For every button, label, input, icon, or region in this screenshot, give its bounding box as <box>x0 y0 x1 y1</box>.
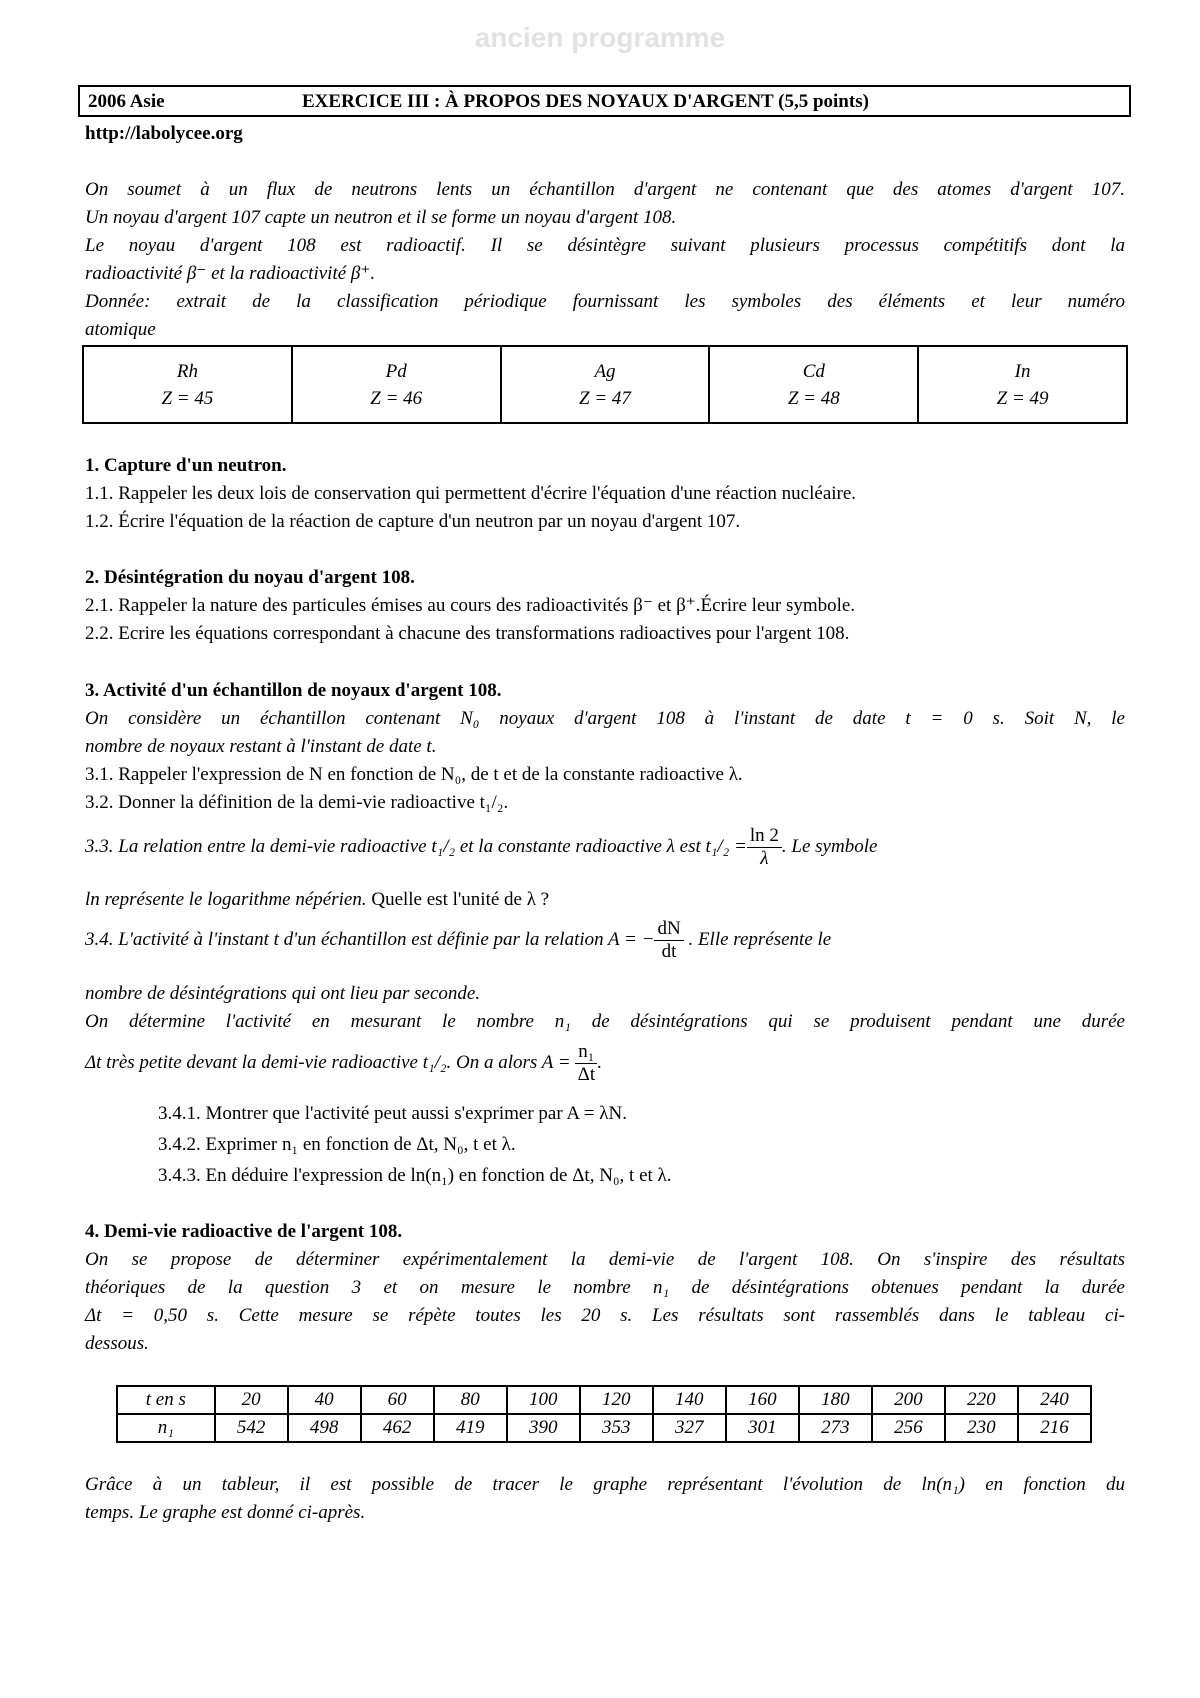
section-4-title: 4. Demi-vie radioactive de l'argent 108. <box>85 1221 403 1242</box>
exercise-title: EXERCICE III : À PROPOS DES NOYAUX D'ARGENT (5,5 points) <box>302 91 869 112</box>
intro-line: On soumet à un flux de neutrons lents un échantillon d'argent ne contenant que des atomes d'argent 107. <box>85 179 1125 200</box>
exam-year: 2006 Asie <box>88 91 165 112</box>
question: 2.1. Rappeler la nature des particules émises au cours des radioactivités β⁻ et β⁺.Écrire leur symbole. <box>85 595 856 616</box>
table-header-cell: n₁ <box>117 1414 215 1442</box>
fraction-n1-dt: $\frac{\text{n₁}}{\Delta t}$ <box>575 1041 597 1086</box>
section-text: dessous. <box>85 1333 149 1354</box>
table-cell: 200 <box>872 1386 945 1414</box>
table-cell: 301 <box>726 1414 799 1442</box>
table-cell: 120 <box>580 1386 653 1414</box>
table-cell: 256 <box>872 1414 945 1442</box>
table-cell: 498 <box>288 1414 361 1442</box>
question: 3.2. Donner la définition de la demi-vie radioactive t₁/₂. <box>85 792 509 813</box>
table-cell: 80 <box>434 1386 507 1414</box>
question: 3.1. Rappeler l'expression de N en fonction de N₀, de t et de la constante radioactive λ. <box>85 764 743 785</box>
table-cell: 462 <box>361 1414 434 1442</box>
element-cell: Ag Z = 47 <box>501 346 710 423</box>
table-cell: 60 <box>361 1386 434 1414</box>
intro-line: radioactivité β⁻ et la radioactivité β⁺. <box>85 263 376 284</box>
intro-line: atomique <box>85 319 156 340</box>
intro-line: Le noyau d'argent 108 est radioactif. Il se désintègre suivant plusieurs processus compétitifs dont la <box>85 235 1125 256</box>
table-cell: 419 <box>434 1414 507 1442</box>
sub-question: 3.4.1. Montrer que l'activité peut aussi s'exprimer par A = λN. <box>158 1103 627 1124</box>
watermark: ancien programme <box>474 22 726 53</box>
table-cell: 40 <box>288 1386 361 1414</box>
table-cell: 327 <box>653 1414 726 1442</box>
table-cell: 160 <box>726 1386 799 1414</box>
section-text: temps. Le graphe est donné ci-après. <box>85 1502 366 1523</box>
section-text: théoriques de la question 3 et on mesure le nombre n₁ de désintégrations obtenues pendant la durée <box>85 1277 1125 1298</box>
section-text: On se propose de déterminer expérimentalement la demi-vie de l'argent 108. On s'inspire des résultats <box>85 1249 1125 1270</box>
question: 1.1. Rappeler les deux lois de conservation qui permettent d'écrire l'équation d'une réaction nucléaire. <box>85 483 857 504</box>
section-text: Δt très petite devant la demi-vie radioactive t₁/₂. On a alors A = $\frac{\text{n₁}}{\Delta t}$ . <box>85 1041 603 1086</box>
table-cell: 20 <box>215 1386 288 1414</box>
question: ln représente le logarithme népérien. Quelle est l'unité de λ ? <box>85 889 550 910</box>
question: 3.4. L'activité à l'instant t d'un échantillon est définie par la relation A = − $\frac{dN}{dt}$ . Elle représente le <box>85 918 832 963</box>
sub-question: 3.4.2. Exprimer n₁ en fonction de Δt, N₀, t et λ. <box>158 1134 516 1155</box>
table-cell: 100 <box>507 1386 580 1414</box>
section-2-title: 2. Désintégration du noyau d'argent 108. <box>85 567 415 588</box>
section-text: Grâce à un tableur, il est possible de tracer le graphe représentant l'évolution de ln(n₁) en fonction du <box>85 1474 1125 1495</box>
element-cell: Pd Z = 46 <box>292 346 501 423</box>
intro-line: Donnée: extrait de la classification périodique fournissant les symboles des éléments et leur numéro <box>85 291 1125 312</box>
element-cell: In Z = 49 <box>918 346 1127 423</box>
table-cell: 180 <box>799 1386 872 1414</box>
section-text: nombre de noyaux restant à l'instant de date t. <box>85 736 437 757</box>
table-cell: 390 <box>507 1414 580 1442</box>
table-row <box>117 1414 1091 1442</box>
table-cell: 140 <box>653 1386 726 1414</box>
question: 3.3. La relation entre la demi-vie radioactive t₁/₂ et la constante radioactive λ est t₁/₂ = $\frac{\ln 2}{\lambda}$ . Le symbole <box>85 825 878 870</box>
periodic-table-extract <box>82 345 1128 424</box>
table-cell: 220 <box>945 1386 1018 1414</box>
measurement-table <box>116 1385 1092 1443</box>
section-3-title: 3. Activité d'un échantillon de noyaux d'argent 108. <box>85 680 502 701</box>
intro-line: Un noyau d'argent 107 capte un neutron et il se forme un noyau d'argent 108. <box>85 207 677 228</box>
element-cell: Cd Z = 48 <box>709 346 918 423</box>
section-text: Δt = 0,50 s. Cette mesure se répète toutes les 20 s. Les résultats sont rassemblés dans le tableau ci- <box>85 1305 1125 1326</box>
table-cell: 230 <box>945 1414 1018 1442</box>
table-cell: 353 <box>580 1414 653 1442</box>
table-cell: 216 <box>1018 1414 1091 1442</box>
fraction-ln2-lambda: $\frac{\ln 2}{\lambda}$ <box>747 825 782 870</box>
fraction-dn-dt: $\frac{dN}{dt}$ <box>654 918 683 963</box>
question: 1.2. Écrire l'équation de la réaction de capture d'un neutron par un noyau d'argent 107. <box>85 511 741 532</box>
table-cell: 273 <box>799 1414 872 1442</box>
sub-question: 3.4.3. En déduire l'expression de ln(n₁) en fonction de Δt, N₀, t et λ. <box>158 1165 672 1186</box>
section-text: On détermine l'activité en mesurant le nombre n₁ de désintégrations qui se produisent pendant une durée <box>85 1011 1125 1032</box>
element-cell: Rh Z = 45 <box>83 346 292 423</box>
exercise-header <box>78 85 1131 117</box>
table-cell: 542 <box>215 1414 288 1442</box>
site-url: http://labolycee.org <box>85 123 243 144</box>
section-text: On considère un échantillon contenant N₀ noyaux d'argent 108 à l'instant de date t = 0 s. Soit N, le <box>85 708 1125 729</box>
table-cell: 240 <box>1018 1386 1091 1414</box>
table-row <box>117 1386 1091 1414</box>
table-header-cell: t en s <box>117 1386 215 1414</box>
section-1-title: 1. Capture d'un neutron. <box>85 455 287 476</box>
question: 2.2. Ecrire les équations correspondant à chacune des transformations radioactives pour l'argent 108. <box>85 623 850 644</box>
section-text: nombre de désintégrations qui ont lieu par seconde. <box>85 983 481 1004</box>
